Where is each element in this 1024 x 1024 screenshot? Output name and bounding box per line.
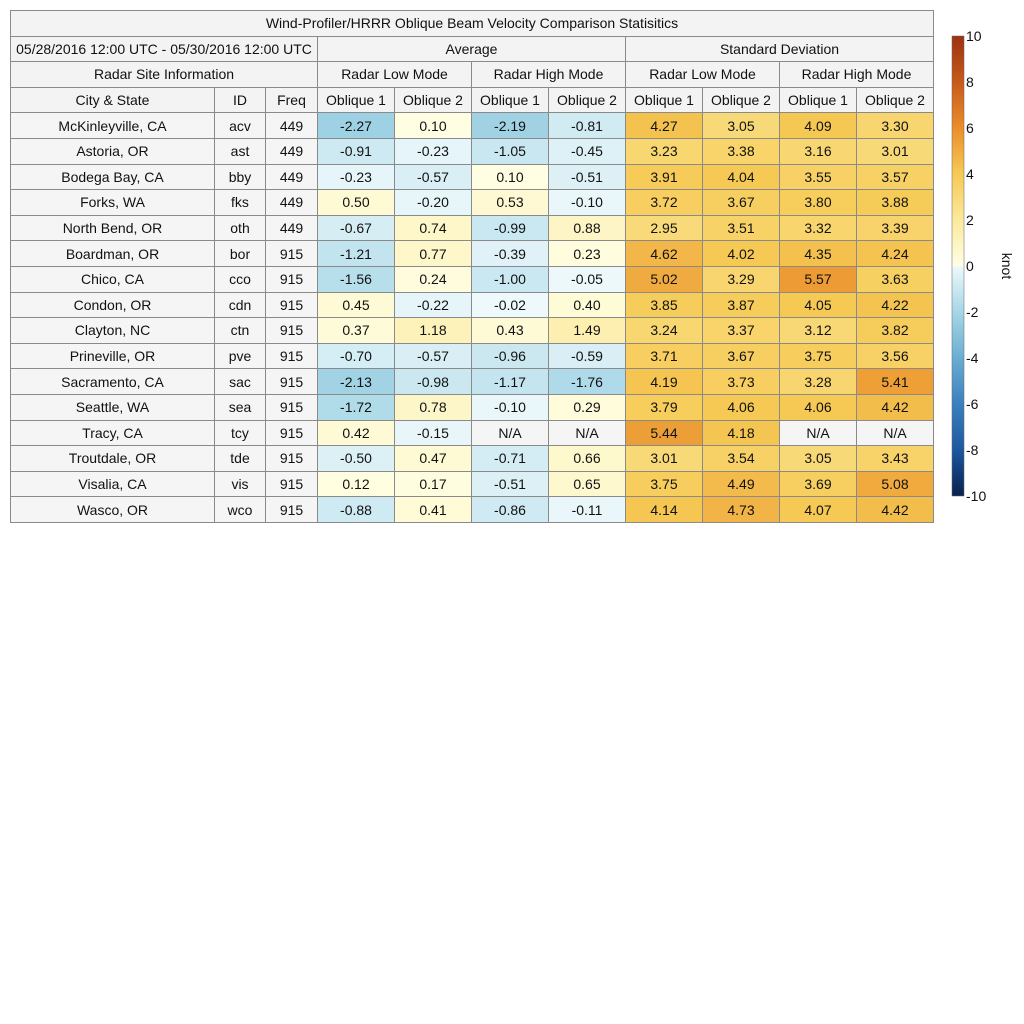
value-cell: 0.10 xyxy=(395,113,472,139)
value-cell: -1.21 xyxy=(318,241,395,267)
value-cell: N/A xyxy=(472,420,549,446)
value-cell: 4.06 xyxy=(780,394,857,420)
site-name: Tracy, CA xyxy=(11,420,215,446)
value-cell: -2.19 xyxy=(472,113,549,139)
value-cell: 4.02 xyxy=(703,241,780,267)
table-row xyxy=(11,113,934,139)
value-cell: 4.07 xyxy=(780,497,857,523)
date-range: 05/28/2016 12:00 UTC - 05/30/2016 12:00 UTC xyxy=(11,36,318,62)
value-cell: 5.41 xyxy=(857,369,934,395)
site-name: Prineville, OR xyxy=(11,343,215,369)
site-freq: 449 xyxy=(266,164,318,190)
table-row xyxy=(11,343,934,369)
site-freq: 915 xyxy=(266,446,318,472)
table-row xyxy=(11,138,934,164)
value-cell: -0.02 xyxy=(472,292,549,318)
site-name: North Bend, OR xyxy=(11,215,215,241)
value-cell: 0.53 xyxy=(472,190,549,216)
value-cell: -0.96 xyxy=(472,343,549,369)
avg-high-mode-header: Radar High Mode xyxy=(472,62,626,88)
value-cell: -0.86 xyxy=(472,497,549,523)
comparison-table xyxy=(10,10,934,523)
table-title: Wind-Profiler/HRRR Oblique Beam Velocity Comparison Statisitics xyxy=(11,11,934,37)
site-id: wco xyxy=(215,497,266,523)
site-freq: 449 xyxy=(266,138,318,164)
value-cell: 3.87 xyxy=(703,292,780,318)
site-id: oth xyxy=(215,215,266,241)
site-id: fks xyxy=(215,190,266,216)
value-cell: -0.11 xyxy=(549,497,626,523)
site-name: Sacramento, CA xyxy=(11,369,215,395)
site-name: Bodega Bay, CA xyxy=(11,164,215,190)
value-cell: N/A xyxy=(857,420,934,446)
value-cell: 3.82 xyxy=(857,318,934,344)
value-cell: -0.51 xyxy=(549,164,626,190)
value-cell: -0.05 xyxy=(549,266,626,292)
site-freq: 449 xyxy=(266,113,318,139)
value-cell: 3.75 xyxy=(780,343,857,369)
value-cell: 3.51 xyxy=(703,215,780,241)
value-cell: 5.08 xyxy=(857,471,934,497)
colorbar-tick-label: -8 xyxy=(966,442,979,458)
value-cell: 0.65 xyxy=(549,471,626,497)
value-cell: 3.12 xyxy=(780,318,857,344)
table-row xyxy=(11,369,934,395)
value-cell: 0.10 xyxy=(472,164,549,190)
site-id: acv xyxy=(215,113,266,139)
value-cell: 4.14 xyxy=(626,497,703,523)
site-id: vis xyxy=(215,471,266,497)
value-cell: 0.50 xyxy=(318,190,395,216)
value-cell: 4.35 xyxy=(780,241,857,267)
value-cell: 2.95 xyxy=(626,215,703,241)
value-cell: -0.51 xyxy=(472,471,549,497)
column-header: Oblique 1 xyxy=(318,87,395,113)
std-low-mode-header: Radar Low Mode xyxy=(626,62,780,88)
colorbar-tick-label: 8 xyxy=(966,74,974,90)
value-cell: 3.79 xyxy=(626,394,703,420)
value-cell: 3.71 xyxy=(626,343,703,369)
std-high-mode-header: Radar High Mode xyxy=(780,62,934,88)
value-cell: 3.16 xyxy=(780,138,857,164)
value-cell: 3.23 xyxy=(626,138,703,164)
value-cell: 4.62 xyxy=(626,241,703,267)
value-cell: 0.23 xyxy=(549,241,626,267)
value-cell: 3.72 xyxy=(626,190,703,216)
colorbar-tick-label: 6 xyxy=(966,120,974,136)
table-row xyxy=(11,497,934,523)
colorbar-tick-label: 10 xyxy=(966,30,982,44)
column-header: Oblique 2 xyxy=(703,87,780,113)
value-cell: 4.49 xyxy=(703,471,780,497)
column-header: Oblique 1 xyxy=(472,87,549,113)
value-cell: 3.39 xyxy=(857,215,934,241)
value-cell: 3.67 xyxy=(703,190,780,216)
value-cell: 3.43 xyxy=(857,446,934,472)
value-cell: 3.91 xyxy=(626,164,703,190)
site-freq: 915 xyxy=(266,343,318,369)
value-cell: 3.55 xyxy=(780,164,857,190)
site-id: sac xyxy=(215,369,266,395)
site-freq: 915 xyxy=(266,266,318,292)
table-row xyxy=(11,266,934,292)
table-row xyxy=(11,471,934,497)
value-cell: -0.71 xyxy=(472,446,549,472)
value-cell: -1.76 xyxy=(549,369,626,395)
site-id: cco xyxy=(215,266,266,292)
value-cell: -0.59 xyxy=(549,343,626,369)
value-cell: 3.67 xyxy=(703,343,780,369)
table-row xyxy=(11,318,934,344)
site-name: Clayton, NC xyxy=(11,318,215,344)
column-header: Oblique 2 xyxy=(395,87,472,113)
value-cell: 0.45 xyxy=(318,292,395,318)
value-cell: -1.56 xyxy=(318,266,395,292)
site-name: Seattle, WA xyxy=(11,394,215,420)
value-cell: 5.02 xyxy=(626,266,703,292)
value-cell: 0.17 xyxy=(395,471,472,497)
value-cell: -0.22 xyxy=(395,292,472,318)
value-cell: -0.39 xyxy=(472,241,549,267)
value-cell: -0.15 xyxy=(395,420,472,446)
value-cell: 1.49 xyxy=(549,318,626,344)
site-name: Forks, WA xyxy=(11,190,215,216)
value-cell: 5.44 xyxy=(626,420,703,446)
table-row xyxy=(11,164,934,190)
value-cell: 0.88 xyxy=(549,215,626,241)
value-cell: 4.73 xyxy=(703,497,780,523)
site-freq: 915 xyxy=(266,394,318,420)
site-id: ast xyxy=(215,138,266,164)
site-name: Troutdale, OR xyxy=(11,446,215,472)
site-id: pve xyxy=(215,343,266,369)
value-cell: -2.27 xyxy=(318,113,395,139)
column-header: Freq xyxy=(266,87,318,113)
value-cell: 3.29 xyxy=(703,266,780,292)
site-id: bby xyxy=(215,164,266,190)
value-cell: 0.29 xyxy=(549,394,626,420)
site-freq: 915 xyxy=(266,369,318,395)
table-row xyxy=(11,190,934,216)
value-cell: 3.63 xyxy=(857,266,934,292)
value-cell: -0.23 xyxy=(395,138,472,164)
value-cell: 0.42 xyxy=(318,420,395,446)
value-cell: -0.45 xyxy=(549,138,626,164)
value-cell: 4.27 xyxy=(626,113,703,139)
column-header: Oblique 2 xyxy=(857,87,934,113)
value-cell: 3.54 xyxy=(703,446,780,472)
table-row xyxy=(11,215,934,241)
value-cell: 3.01 xyxy=(857,138,934,164)
value-cell: 4.42 xyxy=(857,394,934,420)
site-id: tde xyxy=(215,446,266,472)
value-cell: -1.72 xyxy=(318,394,395,420)
site-id: sea xyxy=(215,394,266,420)
site-freq: 915 xyxy=(266,241,318,267)
column-header: Oblique 1 xyxy=(626,87,703,113)
value-cell: 3.37 xyxy=(703,318,780,344)
table-row xyxy=(11,241,934,267)
value-cell: 0.40 xyxy=(549,292,626,318)
value-cell: 3.57 xyxy=(857,164,934,190)
value-cell: 4.05 xyxy=(780,292,857,318)
value-cell: -0.10 xyxy=(549,190,626,216)
value-cell: 3.80 xyxy=(780,190,857,216)
site-info-header: Radar Site Information xyxy=(11,62,318,88)
site-freq: 915 xyxy=(266,318,318,344)
value-cell: 0.43 xyxy=(472,318,549,344)
value-cell: 3.24 xyxy=(626,318,703,344)
table-row xyxy=(11,292,934,318)
value-cell: 4.04 xyxy=(703,164,780,190)
column-header: Oblique 2 xyxy=(549,87,626,113)
site-id: bor xyxy=(215,241,266,267)
value-cell: 3.85 xyxy=(626,292,703,318)
site-name: McKinleyville, CA xyxy=(11,113,215,139)
value-cell: 0.12 xyxy=(318,471,395,497)
table-row xyxy=(11,420,934,446)
site-freq: 449 xyxy=(266,215,318,241)
value-cell: -0.57 xyxy=(395,164,472,190)
site-freq: 915 xyxy=(266,471,318,497)
value-cell: 3.88 xyxy=(857,190,934,216)
value-cell: 3.75 xyxy=(626,471,703,497)
colorbar-tick-label: -6 xyxy=(966,396,979,412)
colorbar-tick-label: 0 xyxy=(966,258,974,274)
value-cell: 3.73 xyxy=(703,369,780,395)
value-cell: 3.56 xyxy=(857,343,934,369)
value-cell: 3.28 xyxy=(780,369,857,395)
table-row xyxy=(11,394,934,420)
value-cell: 3.38 xyxy=(703,138,780,164)
value-cell: -0.10 xyxy=(472,394,549,420)
table-row xyxy=(11,446,934,472)
value-cell: N/A xyxy=(780,420,857,446)
value-cell: 0.77 xyxy=(395,241,472,267)
value-cell: -2.13 xyxy=(318,369,395,395)
value-cell: 4.09 xyxy=(780,113,857,139)
site-name: Boardman, OR xyxy=(11,241,215,267)
std-dev-header: Standard Deviation xyxy=(626,36,934,62)
value-cell: 0.47 xyxy=(395,446,472,472)
value-cell: -1.00 xyxy=(472,266,549,292)
value-cell: 1.18 xyxy=(395,318,472,344)
value-cell: 0.74 xyxy=(395,215,472,241)
value-cell: 4.24 xyxy=(857,241,934,267)
value-cell: -0.91 xyxy=(318,138,395,164)
site-name: Astoria, OR xyxy=(11,138,215,164)
value-cell: 0.66 xyxy=(549,446,626,472)
colorbar-tick-label: 2 xyxy=(966,212,974,228)
value-cell: 3.32 xyxy=(780,215,857,241)
value-cell: 4.42 xyxy=(857,497,934,523)
value-cell: -0.98 xyxy=(395,369,472,395)
value-cell: -0.67 xyxy=(318,215,395,241)
site-freq: 449 xyxy=(266,190,318,216)
column-header: ID xyxy=(215,87,266,113)
avg-low-mode-header: Radar Low Mode xyxy=(318,62,472,88)
value-cell: 3.69 xyxy=(780,471,857,497)
colorbar-tick-label: -4 xyxy=(966,350,979,366)
colorbar-tick-label: -2 xyxy=(966,304,979,320)
site-name: Wasco, OR xyxy=(11,497,215,523)
colorbar-tick-label: -10 xyxy=(966,488,987,504)
value-cell: 4.06 xyxy=(703,394,780,420)
colorbar xyxy=(950,30,1020,510)
value-cell: 0.41 xyxy=(395,497,472,523)
value-cell: 3.05 xyxy=(703,113,780,139)
value-cell: 4.18 xyxy=(703,420,780,446)
value-cell: 0.24 xyxy=(395,266,472,292)
site-freq: 915 xyxy=(266,292,318,318)
value-cell: 4.19 xyxy=(626,369,703,395)
site-freq: 915 xyxy=(266,497,318,523)
value-cell: 4.22 xyxy=(857,292,934,318)
value-cell: -1.17 xyxy=(472,369,549,395)
site-id: tcy xyxy=(215,420,266,446)
value-cell: 5.57 xyxy=(780,266,857,292)
value-cell: -0.81 xyxy=(549,113,626,139)
value-cell: -0.99 xyxy=(472,215,549,241)
site-id: ctn xyxy=(215,318,266,344)
site-name: Condon, OR xyxy=(11,292,215,318)
value-cell: -0.88 xyxy=(318,497,395,523)
colorbar-gradient xyxy=(952,36,964,496)
value-cell: -0.20 xyxy=(395,190,472,216)
site-name: Visalia, CA xyxy=(11,471,215,497)
value-cell: N/A xyxy=(549,420,626,446)
site-id: cdn xyxy=(215,292,266,318)
site-freq: 915 xyxy=(266,420,318,446)
value-cell: -0.23 xyxy=(318,164,395,190)
value-cell: -0.70 xyxy=(318,343,395,369)
value-cell: -1.05 xyxy=(472,138,549,164)
value-cell: 3.30 xyxy=(857,113,934,139)
value-cell: 3.05 xyxy=(780,446,857,472)
site-name: Chico, CA xyxy=(11,266,215,292)
value-cell: -0.57 xyxy=(395,343,472,369)
value-cell: 0.37 xyxy=(318,318,395,344)
value-cell: 3.01 xyxy=(626,446,703,472)
value-cell: 0.78 xyxy=(395,394,472,420)
column-header: City & State xyxy=(11,87,215,113)
colorbar-label: knot xyxy=(999,252,1015,280)
average-header: Average xyxy=(318,36,626,62)
value-cell: -0.50 xyxy=(318,446,395,472)
column-header: Oblique 1 xyxy=(780,87,857,113)
colorbar-tick-label: 4 xyxy=(966,166,974,182)
